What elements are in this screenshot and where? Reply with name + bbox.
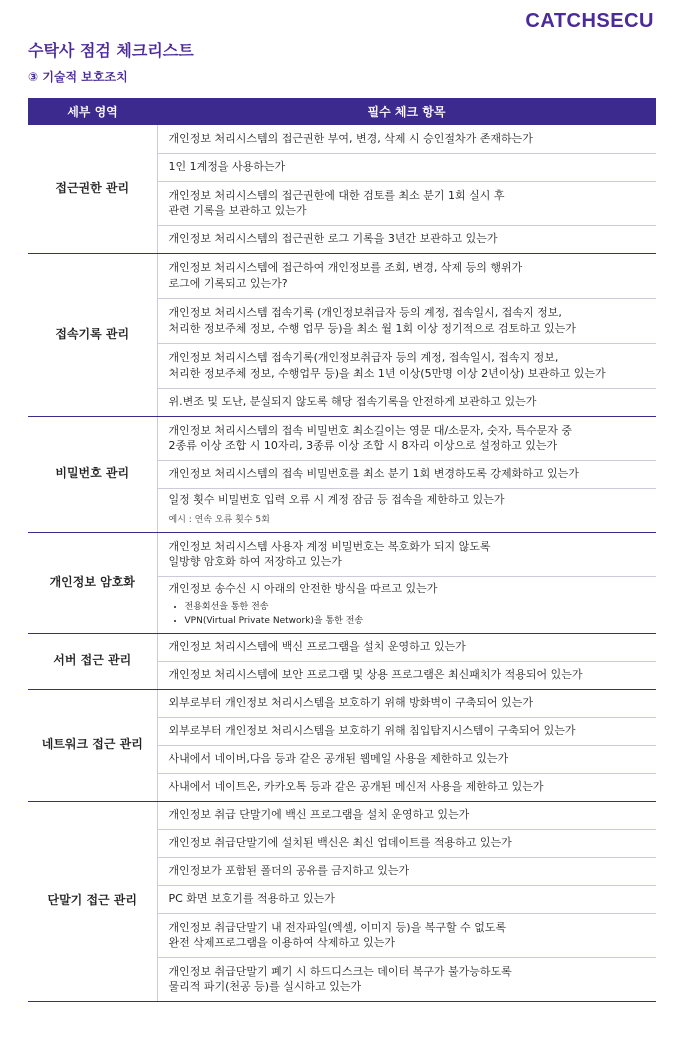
check-item-cell: [157, 717, 656, 745]
check-item-cell: [157, 689, 656, 717]
check-item-text: 개인정보 처리시스템에 백신 프로그램을 설치 운영하고 있는가: [168, 640, 466, 654]
check-item-text: 외부로부터 개인정보 처리시스템을 보호하기 위해 방화벽이 구축되어 있는가: [168, 696, 534, 710]
check-item-text: 개인정보 처리시스템에 접근하여 개인정보를 조회, 변경, 삭제 등의 행위가: [168, 261, 523, 274]
category-cell: 서버 접근 관리: [28, 633, 157, 689]
check-item-text: 완전 삭제프로그램을 이용하여 삭제하고 있는가: [168, 936, 396, 949]
check-item-note: 예시 : 연속 오류 횟수 5회: [168, 514, 270, 525]
category-cell: 네트워크 접근 관리: [28, 689, 157, 801]
category-cell: 개인정보 암호화: [28, 532, 157, 633]
bullet-list: [169, 600, 653, 628]
table-row: [28, 689, 656, 717]
check-item-text: 처리한 정보주체 정보, 수행업무 등)을 최소 1년 이상(5만명 이상 2년이상) 보관하고 있는가: [168, 366, 606, 380]
check-item-text: 1인 1계정을 사용하는가: [168, 160, 286, 174]
page-title: 수탁사 점검 체크리스트: [28, 41, 194, 60]
table-row: [28, 801, 656, 829]
check-item-text: 개인정보 송수신 시 아래의 안전한 방식을 따르고 있는가: [168, 582, 438, 596]
check-item-cell: [157, 125, 656, 153]
check-item-cell: [157, 298, 656, 343]
check-item-text: 처리한 정보주체 정보, 수행 업무 등)을 최소 월 1회 이상 정기적으로 검토하고 있는가: [168, 321, 576, 335]
check-item-cell: [157, 576, 656, 633]
header-category: 세부 영역: [28, 98, 157, 125]
check-item-text: 개인정보 처리시스템의 접근권한에 대한 검토를 최소 분기 1회 실시 후: [168, 188, 505, 202]
table-row: [28, 125, 656, 153]
table-row: [28, 253, 656, 298]
check-item-cell: [157, 153, 656, 181]
check-item-text: 위.변조 및 도난, 분실되지 않도록 해당 접속기록을 안전하게 보관하고 있는가: [168, 395, 537, 409]
check-item-text: 개인정보 취급단말기에 설치된 백신은 최신 업데이트를 적용하고 있는가: [168, 836, 512, 850]
check-item-text: 개인정보가 포함된 폴더의 공유를 금지하고 있는가: [168, 864, 410, 878]
check-item-cell: [157, 885, 656, 913]
table-row: [28, 416, 656, 460]
check-item-cell: [157, 416, 656, 460]
check-item-text: 개인정보 취급단말기 내 전자파일(엑셀, 이미지 등)을 복구할 수 없도록: [168, 920, 507, 934]
check-item-text: 일정 횟수 비밀번호 입력 오류 시 계정 잠금 등 접속을 제한하고 있는가: [168, 493, 505, 506]
check-item-text: 개인정보 취급단말기 폐기 시 하드디스크는 데이터 복구가 불가능하도록: [168, 964, 512, 978]
brand-logo: CATCHSECU: [525, 10, 654, 32]
check-item-cell: [157, 829, 656, 857]
check-item-cell: [157, 745, 656, 773]
check-item-text: 개인정보 처리시스템에 보안 프로그램 및 상용 프로그램은 최신패치가 적용되어 있는가: [168, 668, 583, 682]
check-item-text: 사내에서 네이트온, 카카오톡 등과 같은 공개된 메신저 사용을 제한하고 있는가: [168, 780, 544, 794]
check-item-cell: [157, 801, 656, 829]
check-item-text: 개인정보 처리시스템 사용자 계정 비밀번호는 복호화가 되지 않도록: [168, 539, 491, 553]
check-item-cell: [157, 460, 656, 488]
check-item-text: 개인정보 처리시스템 접속기록(개인정보취급자 등의 계정, 접속일시, 접속지 정보,: [168, 351, 559, 364]
check-item-text: 관련 기록을 보관하고 있는가: [168, 204, 307, 217]
check-item-text: 2종류 이상 조합 시 10자리, 3종류 이상 조합 시 8자리 이상으로 설정하고 있는가: [168, 439, 558, 452]
category-cell: 단말기 접근 관리: [28, 801, 157, 1001]
check-item-text: PC 화면 보호기를 적용하고 있는가: [168, 892, 335, 906]
check-item-cell: [157, 957, 656, 1001]
bullet-item: • VPN(Virtual Private Network)을 통한 전송: [185, 614, 653, 628]
check-item-text: 개인정보 처리시스템의 접근권한 로그 기록을 3년간 보관하고 있는가: [168, 232, 498, 246]
check-item-text: 개인정보 취급 단말기에 백신 프로그램을 설치 운영하고 있는가: [168, 808, 470, 822]
category-cell: 접근권한 관리: [28, 125, 157, 253]
check-item-cell: [157, 773, 656, 801]
check-item-text: 개인정보 처리시스템의 접속 비밀번호를 최소 분기 1회 변경하도록 강제화하고 있는가: [168, 467, 579, 481]
checklist-body: [28, 125, 656, 1001]
check-item-cell: [157, 253, 656, 298]
section-subtitle: ③ 기술적 보호조치: [28, 70, 128, 84]
bullet-item: • 전용회선을 통한 전송: [185, 600, 653, 614]
check-item-cell: [157, 857, 656, 885]
check-item-cell: [157, 661, 656, 689]
check-item-text: 개인정보 처리시스템 접속기록 (개인정보취급자 등의 계정, 접속일시, 접속지 정보,: [168, 306, 562, 319]
check-item-cell: [157, 225, 656, 253]
category-cell: 비밀번호 관리: [28, 416, 157, 532]
check-item-text: 물리적 파기(천공 등)를 실시하고 있는가: [168, 980, 362, 993]
check-item-cell: [157, 388, 656, 416]
table-row: [28, 633, 656, 661]
table-row: [28, 532, 656, 576]
header-check-items: 필수 체크 항목: [157, 98, 656, 125]
table-header-row: [28, 98, 656, 125]
check-item-text: 로그에 기록되고 있는가?: [168, 276, 288, 290]
check-item-text: 개인정보 처리시스템의 접속 비밀번호 최소길이는 영문 대/소문자, 숫자, 특수문자 중: [168, 423, 572, 437]
check-item-cell: [157, 343, 656, 388]
check-item-text: 외부로부터 개인정보 처리시스템을 보호하기 위해 침입탐지시스템이 구축되어 있는가: [168, 724, 576, 738]
check-item-text: 일방향 암호화 하여 저장하고 있는가: [168, 555, 342, 568]
check-item-cell: [157, 488, 656, 532]
check-item-cell: [157, 532, 656, 576]
check-item-text: 개인정보 처리시스템의 접근권한 부여, 변경, 삭제 시 승인절차가 존재하는가: [168, 132, 533, 145]
category-cell: 접속기록 관리: [28, 253, 157, 416]
check-item-cell: [157, 181, 656, 225]
checklist-table: [28, 98, 656, 1002]
check-item-cell: [157, 633, 656, 661]
check-item-text: 사내에서 네이버,다음 등과 같은 공개된 웹메일 사용을 제한하고 있는가: [168, 752, 509, 766]
check-item-cell: [157, 913, 656, 957]
